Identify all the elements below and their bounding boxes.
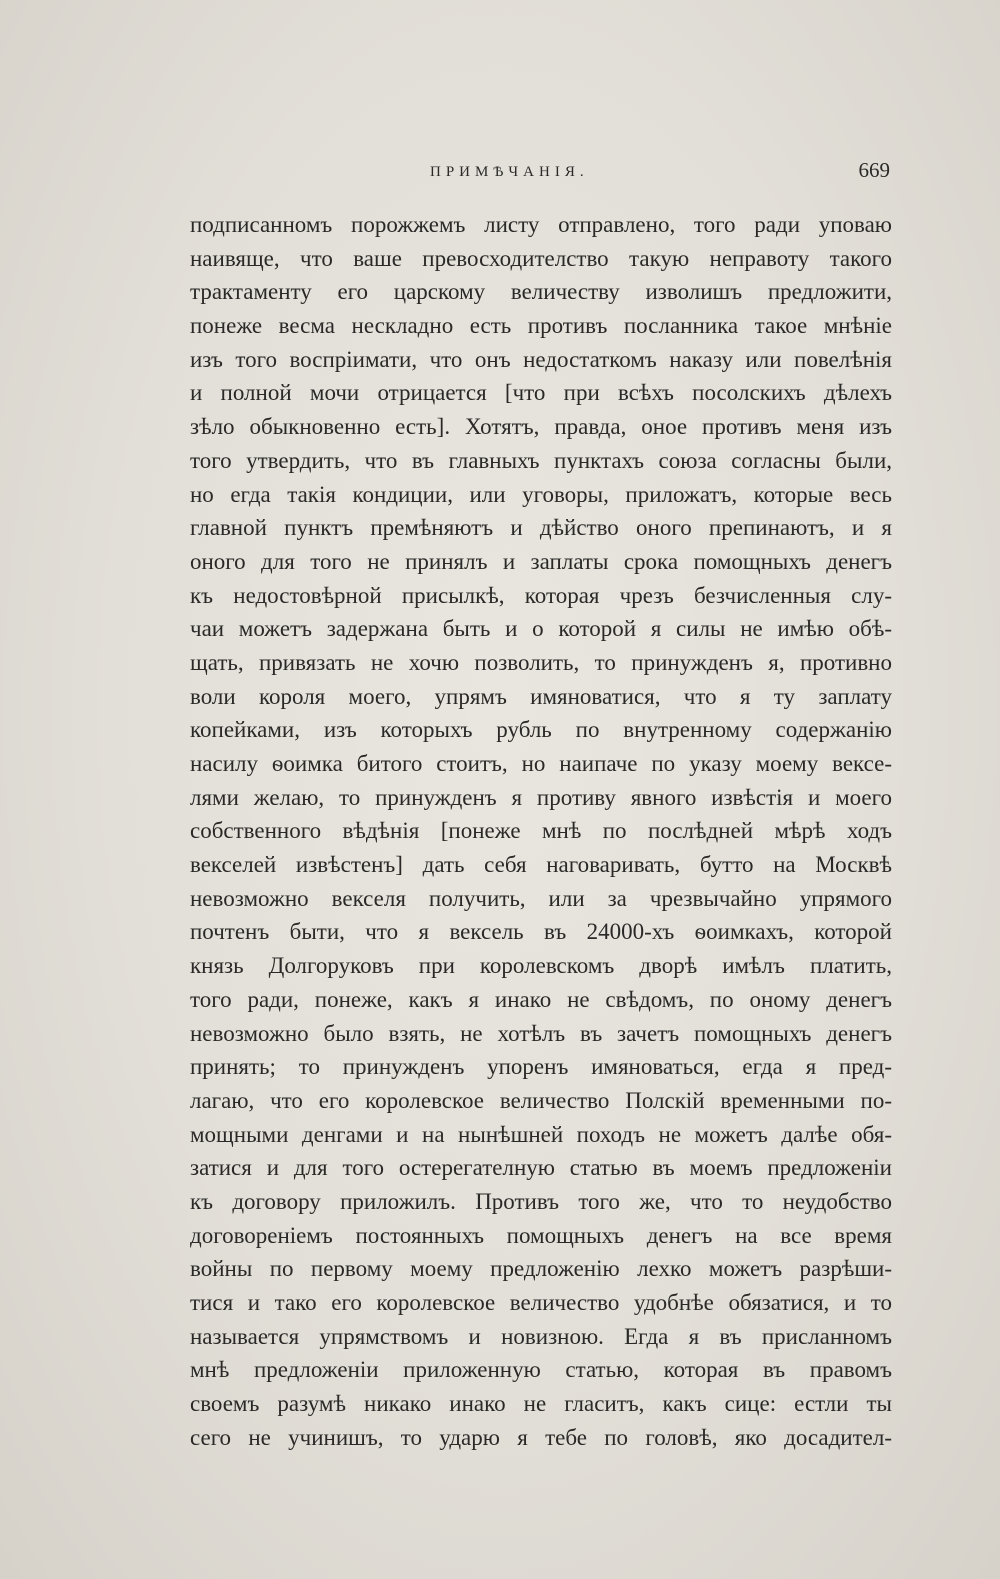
text-line: насилу ѳоимка битого стоитъ, но наипаче по указу моему вексе- [190, 751, 892, 776]
text-line: войны по первому моему предложенію лехко можетъ разрѣши- [190, 1256, 892, 1282]
text-line: воли короля моего, упрямъ имяноватися, что я ту заплату [190, 683, 892, 709]
text-line: сего не учинишъ, то ударю я тебе по головѣ, яко досадител- [190, 1424, 892, 1450]
text-line: къ договору приложилъ. Противъ того же, что то неудобство [190, 1188, 892, 1214]
text-line: трактаменту его царскому величеству изволишъ предложити, [190, 279, 892, 305]
text-line: называется упрямствомъ и новизною. Егда я въ присланномъ [190, 1323, 892, 1349]
text-line: оного для того не принялъ и заплаты срока помощныхъ денегъ [190, 548, 892, 574]
text-line: наивяще, что ваше превосходителство такую неправоту такого [190, 245, 892, 271]
page-number: 669 [858, 158, 890, 182]
page-header [190, 158, 892, 192]
text-line: щать, привязать не хочю позволить, то принужденъ я, противно [190, 649, 892, 675]
text-line: мнѣ предложеніи приложенную статью, которая въ правомъ [190, 1357, 892, 1383]
text-line: невозможно векселя получить, или за чрезвычайно упрямого [190, 885, 892, 911]
text-line: но егда такія кондиции, или уговоры, приложатъ, которые весь [190, 481, 892, 507]
text-line: почтенъ быти, что я вексель въ 24000-хъ ѳоимкахъ, которой [190, 919, 892, 945]
running-head: ПРИМѢЧАНІЯ. [430, 164, 589, 180]
text-line: собственного вѣдѣнія [понеже мнѣ по послѣдней мѣрѣ ходъ [190, 818, 892, 844]
text-line: и полной мочи отрицается [что при всѣхъ посолскихъ дѣлехъ [190, 380, 892, 406]
text-line: лагаю, что его королевское величество Полскій временными по- [190, 1087, 892, 1113]
text-line: своемъ разумѣ никако инако не гласитъ, какъ сице: естли ты [190, 1391, 892, 1417]
text-line: мощными денгами и на нынѣшней походъ не можетъ далѣе обя- [190, 1121, 892, 1147]
text-line: принять; то принужденъ упоренъ имяноваться, егда я пред- [190, 1054, 892, 1080]
text-line: главной пунктъ премѣняютъ и дѣйство оного препинаютъ, и я [190, 515, 892, 541]
text-line: лями желаю, то принужденъ я противу явного извѣстія и моего [190, 784, 892, 810]
text-line: невозможно было взять, не хотѣлъ въ зачетъ помощныхъ денегъ [190, 1020, 892, 1046]
text-line: копейками, изъ которыхъ рубль по внутренному содержанію [190, 717, 892, 743]
text-line: тися и тако его королевское величество удобнѣе обязатися, и то [190, 1290, 892, 1315]
text-line: того утвердить, что въ главныхъ пунктахъ союза согласны были, [190, 447, 892, 473]
text-line: договореніемъ постоянныхъ помощныхъ денегъ на все время [190, 1222, 892, 1248]
text-line: къ недостовѣрной присылкѣ, которая чрезъ безчисленныя слу- [190, 582, 892, 608]
text-line: понеже весма нескладно есть противъ посланника такое мнѣніе [190, 313, 892, 339]
text-line: векселей извѣстенъ] дать себя наговаривать, бутто на Москвѣ [190, 852, 892, 878]
text-line: изъ того воспріимати, что онъ недостаткомъ наказу или повелѣнія [190, 346, 892, 372]
text-line: подписанномъ порожжемъ листу отправлено, того ради уповаю [190, 212, 892, 237]
text-line: князь Долгоруковъ при королевскомъ дворѣ имѣлъ платить, [190, 953, 892, 979]
text-line: чаи можетъ задержана быть и о которой я силы не имѣю обѣ- [190, 616, 892, 642]
body-text [190, 208, 892, 1454]
text-line: затися и для того остерегателную статью въ моемъ предложеніи [190, 1155, 892, 1181]
text-line: того ради, понеже, какъ я инако не свѣдомъ, по оному денегъ [190, 986, 892, 1012]
text-line: зѣло обыкновенно есть]. Хотятъ, правда, оное противъ меня изъ [190, 414, 892, 440]
